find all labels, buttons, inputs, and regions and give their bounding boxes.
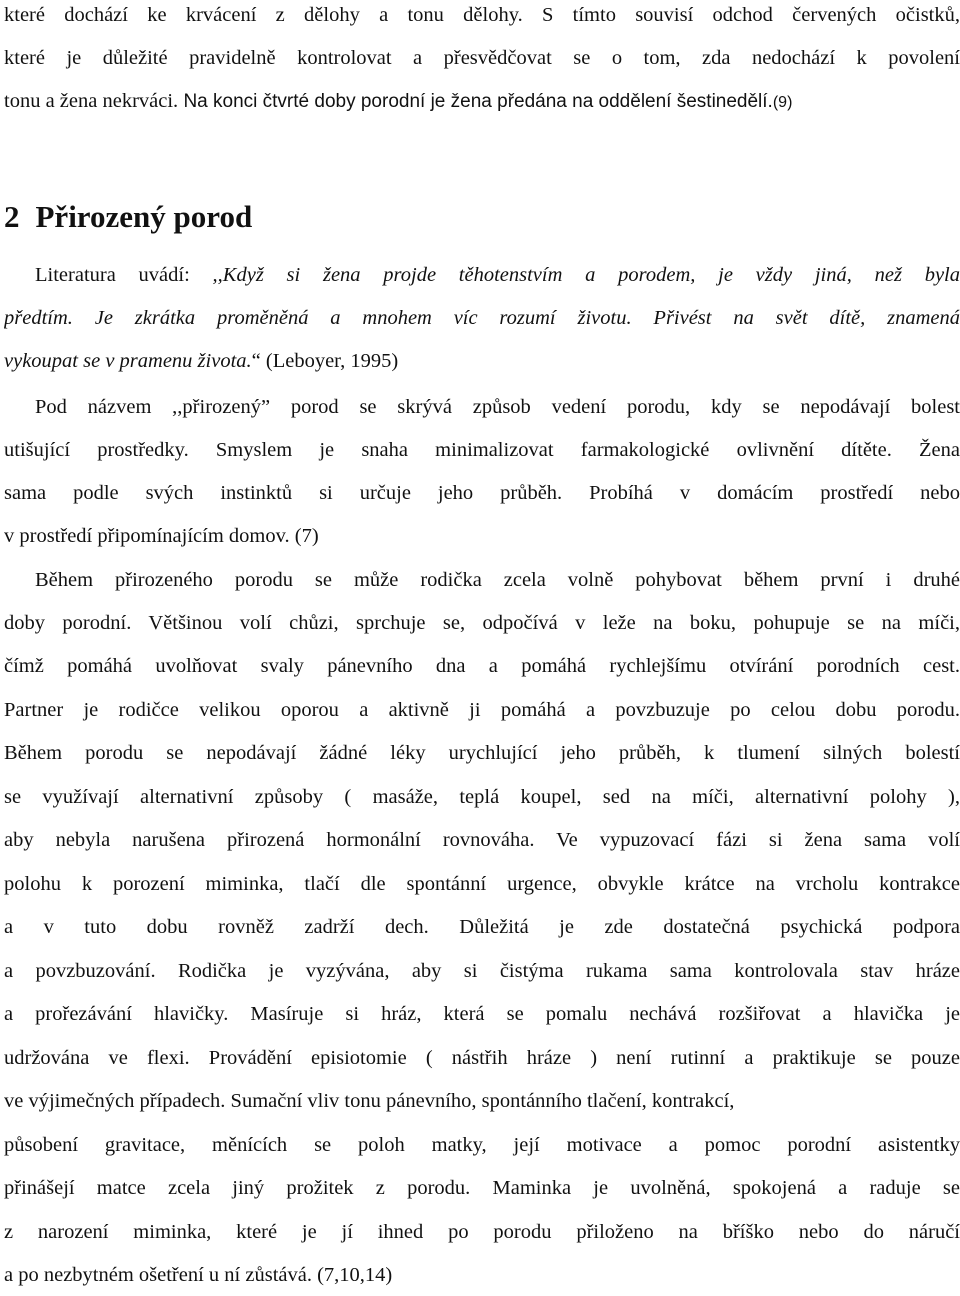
intro-line-1: které dochází ke krvácení z dělohy a tonu dělohy. S tímto souvisí odchod červených očistků, (4, 4, 960, 26)
para2-line-17: a po nezbytném ošetření u ní zůstává. (7,10,14) (4, 1264, 393, 1286)
para2-line-2: doby porodní. Většinou volí chůzi, sprchuje se, odpočívá v leže na boku, pohupuje se na míči, (4, 612, 960, 634)
quote-text-3: vykoupat se v pramenu života. (4, 350, 252, 372)
para1-line-1: Pod názvem ,,přirozený” porod se skrývá způsob vedení porodu, kdy se nepodávají bolest (35, 396, 960, 418)
para2-line-6: se využívají alternativní způsoby ( masáže, teplá koupel, sed na míči, alternativní polohy ), (4, 786, 960, 808)
intro-reference: (9) (772, 94, 793, 111)
section-title: Přirozený porod (35, 199, 253, 234)
section-number: 2 (4, 199, 20, 234)
para2-line-4: Partner je rodičce velikou oporou a aktivně ji pomáhá a povzbuzuje po celou dobu porodu. (4, 699, 960, 721)
quote-text-2: předtím. Je zkrátka proměněná a mnohem víc rozumí životu. Přivést na svět dítě, znamená (4, 307, 960, 329)
para1-line-2: utišující prostředky. Smyslem je snaha minimalizovat farmakologické ovlivnění dítěte. Žena (4, 439, 960, 461)
para1-line-3: sama podle svých instinktů si určuje jeho průběh. Probíhá v domácím prostředí nebo (4, 482, 960, 504)
quote-text-1: ,,Když si žena projde těhotenstvím a porodem, je vždy jiná, než byla (212, 264, 960, 286)
para2-line-8: polohu k porození miminka, tlačí dle spontánní urgence, obvykle krátce na vrcholu kontrakce (4, 873, 960, 895)
para2-line-14: působení gravitace, měnících se poloh matky, její motivace a pomoc porodní asistentky (4, 1134, 960, 1156)
para2-line-16: z narození miminka, které je jí ihned po porodu přiloženo na bříško nebo do náručí (4, 1221, 960, 1243)
para2-line-9: a v tuto dobu rovněž zadrží dech. Důležitá je zde dostatečná psychická podpora (4, 916, 960, 938)
quote-line-3 (4, 348, 960, 374)
intro-line-2: které je důležité pravidelně kontrolovat a přesvědčovat se o tom, zda nedochází k povolení (4, 47, 960, 69)
para2-line-13: ve výjimečných případech. Sumační vliv tonu pánevního, spontánního tlačení, kontrakcí, (4, 1090, 735, 1112)
para1-line-4: v prostředí připomínajícím domov. (7) (4, 525, 319, 547)
intro-line-3 (4, 88, 960, 116)
section-heading (4, 199, 252, 235)
para2-line-12: udržována ve flexi. Provádění episiotomie ( nástřih hráze ) není rutinní a praktikuje se pouze (4, 1047, 960, 1069)
quote-citation: “ (Leboyer, 1995) (251, 350, 399, 372)
para2-line-5: Během porodu se nepodávají žádné léky urychlující jeho průběh, k tlumení silných bolestí (4, 742, 960, 764)
para2-line-7: aby nebyla narušena přirozená hormonální rovnováha. Ve vypuzovací fázi si žena sama volí (4, 829, 960, 851)
intro-line-3-text: tonu a žena nekrváci. (4, 90, 179, 112)
quote-line-2 (4, 305, 960, 331)
intro-line-3-sans: Na konci čtvrté doby porodní je žena předána na oddělení šestinedělí. (178, 91, 773, 112)
para2-line-11: a prořezávání hlavičky. Masíruje si hráz, která se pomalu nechává rozšiřovat a hlavička je (4, 1003, 960, 1025)
para2-line-15: přinášejí matce zcela jiný prožitek z porodu. Maminka je uvolněná, spokojená a raduje se (4, 1177, 960, 1199)
para2-line-3: čímž pomáhá uvolňovat svaly pánevního dna a pomáhá rychlejšímu otvírání porodních cest. (4, 655, 960, 677)
quote-line-1 (35, 262, 960, 288)
quote-lead: Literatura uvádí: (35, 264, 213, 286)
para2-line-1: Během přirozeného porodu se může rodička zcela volně pohybovat během první i druhé (35, 569, 960, 591)
para2-line-10: a povzbuzování. Rodička je vyzývána, aby si čistýma rukama sama kontrolovala stav hráze (4, 960, 960, 982)
